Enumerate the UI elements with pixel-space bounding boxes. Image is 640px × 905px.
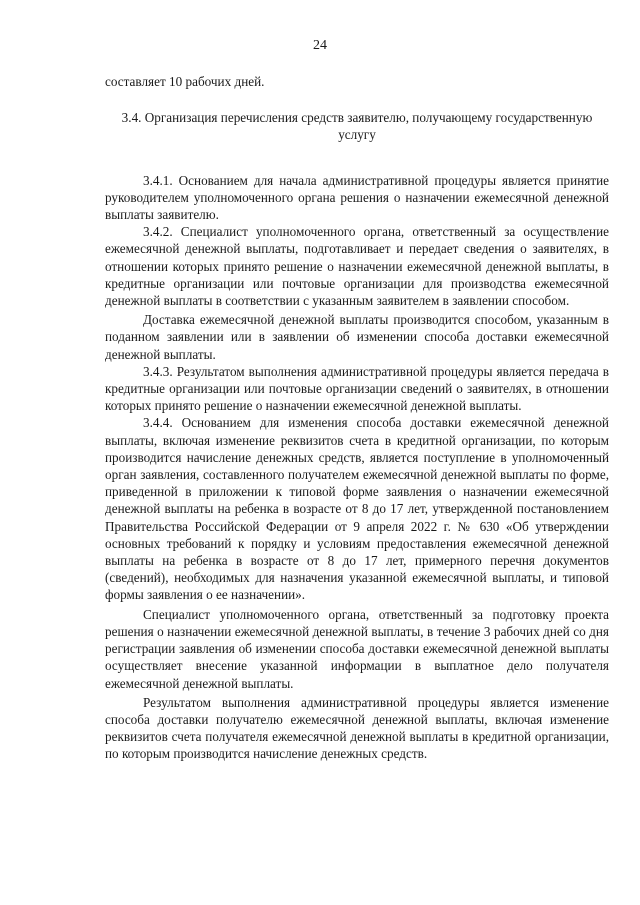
paragraph-delivery: Доставка ежемесячной денежной выплаты производится способом, указанным в поданном заявлении или в заявлении об изменении способа доставки ежемесячной денежной выплаты. [105,312,609,362]
paragraph-3-4-1: 3.4.1. Основанием для начала административной процедуры является принятие руководителем уполномоченного органа решения о назначении ежемесячной денежной выплаты заявителю. [105,172,609,223]
section-heading: 3.4. Организация перечисления средств заявителю, получающему государственную услугу [121,110,593,143]
paragraph-3-4-4: 3.4.4. Основанием для изменения способа доставки ежемесячной денежной выплаты, включая изменение реквизитов счета в кредитной организации, по которым производится начисление денежных средств, является поступление в уполномоченный орган заявления, составленного получателем ежемесячной денежной выплаты по форме, приведенной в приложении к типовой форме заявления о назначении ежемесячной денежной выплаты на ребенка в возрасте от 8 до 17 лет, утвержденной постановлением Правительства Российской Федерации от 9 апреля 2022 г. № 630 «Об утверждении основных требований к порядку и условиям предоставления ежемесячной денежной выплаты на ребенка в возрасте от 8 до 17 лет, примерного перечня документов (сведений), необходимых для назначения указанной ежемесячной выплаты, и типовой формы заявления о ее назначении». [105,415,609,603]
paragraph-3-4-3: 3.4.3. Результатом выполнения административной процедуры является передача в кредитные организации или почтовые организации сведений о заявителях, в отношении которых принято решение о назначении ежемесячной денежной выплаты. [105,363,609,414]
lead-line: составляет 10 рабочих дней. [105,74,265,89]
page-number: 24 [313,38,327,53]
paragraph-3-4-2: 3.4.2. Специалист уполномоченного органа, ответственный за осуществление ежемесячной денежной выплаты, подготавливает и передает сведения о заявителях, в отношении которых принято решение о назначении ежемесячной денежной выплаты, в кредитные организации или почтовые организации для производства ежемесячной денежной выплаты в соответствии с указанным заявителем в заявлении способом. [105,224,609,309]
paragraph-result: Результатом выполнения административной процедуры является изменение способа доставки получателю ежемесячной денежной выплаты, включая изменение реквизитов счета получателя ежемесячной денежной выплаты в кредитной организации, по которым производится начисление денежных средств. [105,694,609,762]
paragraph-specialist: Специалист уполномоченного органа, ответственный за подготовку проекта решения о назначении ежемесячной денежной выплаты, в течение 3 рабочих дней со дня регистрации заявления об изменении способа доставки ежемесячной денежной выплаты осуществляет внесение указанной информации в выплатное дело получателя ежемесячной денежной выплаты. [105,606,609,691]
document-body [105,73,609,763]
